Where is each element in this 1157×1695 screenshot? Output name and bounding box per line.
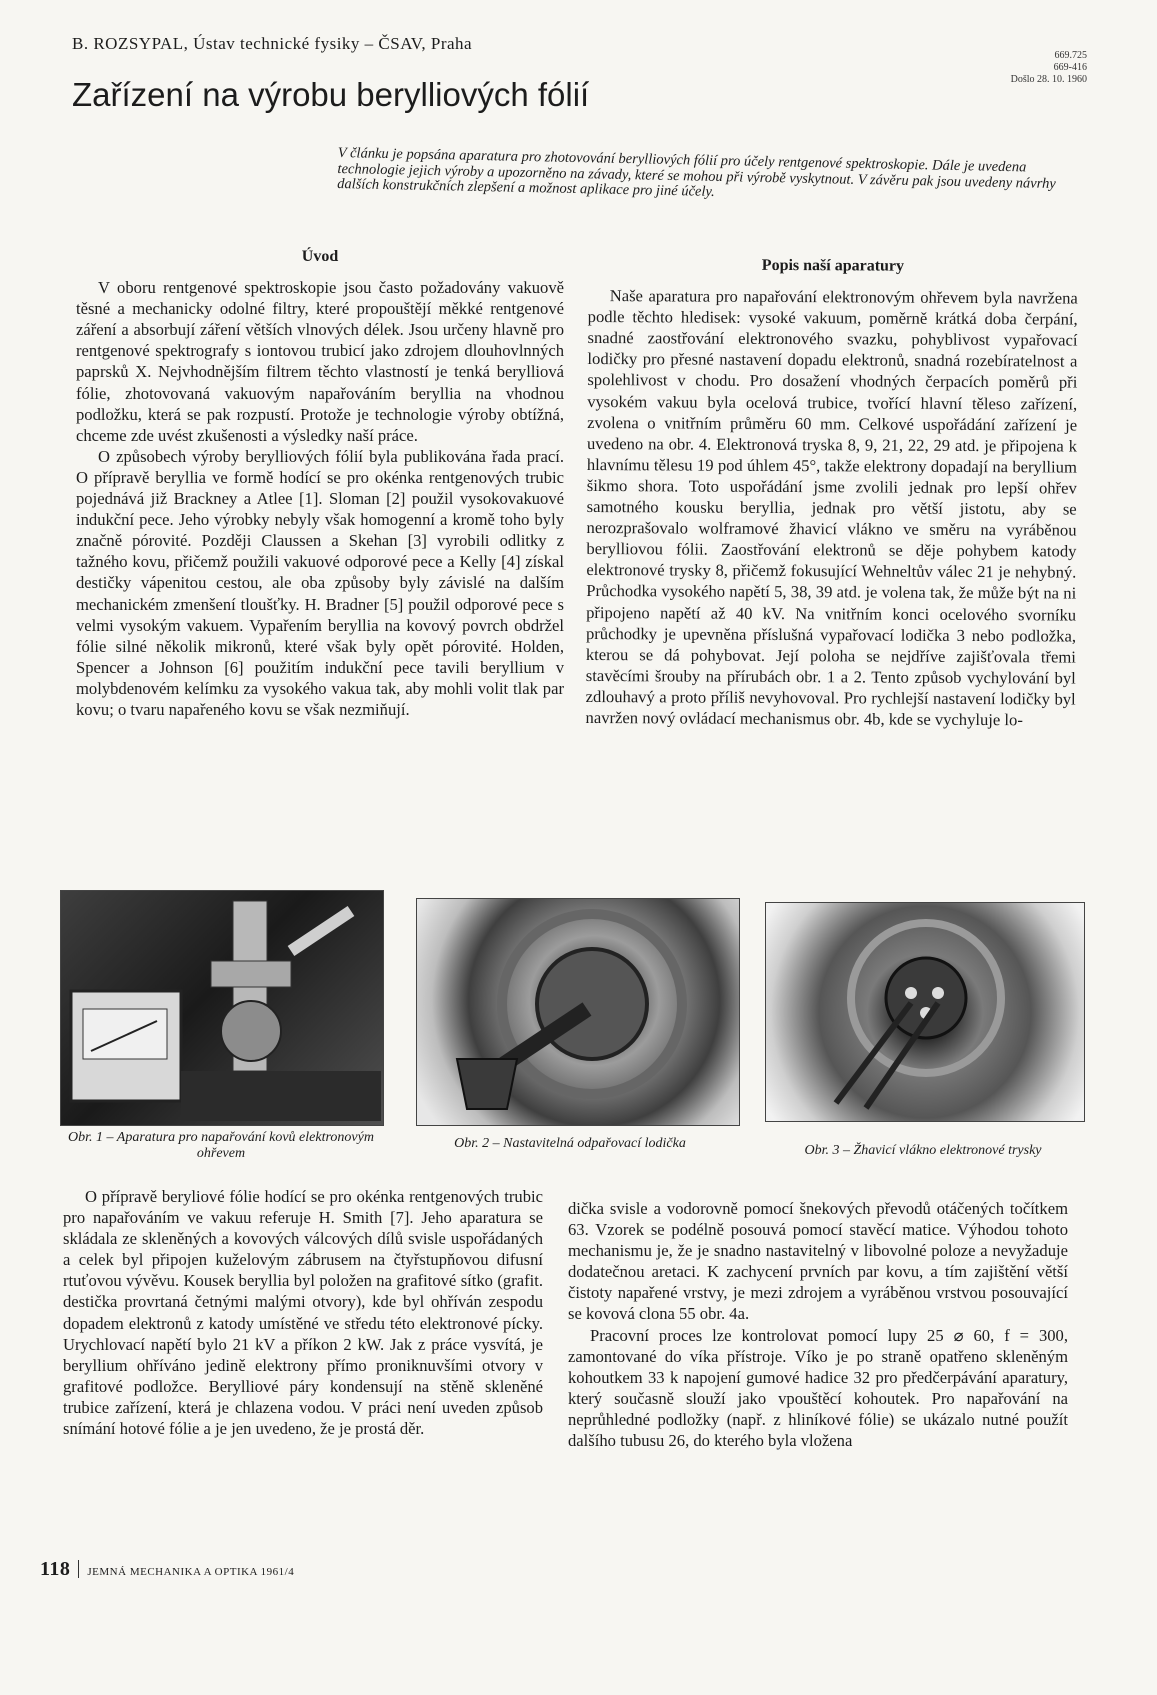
classification-meta	[1011, 50, 1087, 86]
article-title: Zařízení na výrobu berylliových fólií	[72, 76, 590, 113]
udc-code-1: 669.725	[1054, 50, 1087, 61]
paragraph: Pracovní proces lze kontrolovat pomocí lupy 25 ⌀ 60, f = 300, zamontované do víka přístroje. Víko je po straně opatřeno skleněným kohoutkem 33 k napojení gumové hadice 32 pro předčerpávání aparatury, který současně slouží jako vpouštěcí kohoutek. Pro napařování na neprůhledné podložky (např. z hliníkové fólie) se ukázalo nutné použít dalšího tubusu 26, do kterého byla vložena	[568, 1325, 1068, 1451]
figure-2-photo	[416, 898, 740, 1126]
abstract-text: V článku je popsána aparatura pro zhotovování berylliových fólií pro účely rentgenové spektroskopie. Dále je uvedena technologie jejich výroby a upozorněno na závady, které se mohou při výrobě vyskytnout. V závěru pak jsou uvedeny návrhy dalších konstrukčních zlepšení a možnost aplikace pro jiné účely.	[337, 145, 1056, 200]
figure-3-caption: Obr. 3 – Žhavicí vlákno elektronové trysky	[804, 1143, 1042, 1158]
page-number: 118	[40, 1558, 71, 1580]
footer-divider	[78, 1560, 79, 1578]
journal-name: JEMNÁ MECHANIKA A OPTIKA 1961/4	[87, 1566, 295, 1578]
column-apparatus	[586, 254, 1078, 731]
section-heading-apparatus: Popis naší aparatury	[761, 256, 905, 275]
paragraph: O přípravě beryliové fólie hodící se pro okénka rentgenových trubic pro napařováním ve vakuu referuje H. Smith [7]. Jeho aparatura se skládala ze skleněných a kovových válcových dílů svisle uspořádaných a celek byl připojen kuželovým zábrusem na čtyřstupňovou difusní rtuťovou vývěvu. Kousek beryllia byl položen na grafitové sítko (grafit. destička provrtaná četnými malými otvory), kde byl ohříván zespodu dopadem elektronů z katody umístěné ve středu této elektronové pícky. Urychlovací napětí bylo 21 kV a příkon 2 kW. Jak z práce vysvítá, je beryllium ohříváno jedině elektrony přímo proniknuvšími otvory v grafitové podložce. Berylliové páry kondensují na stěně skleněné trubice zařízení, která je chlazena vodou. V práci není uveden způsob snímání hotové fólie a je jen uvedeno, že je prostá děr.	[63, 1187, 543, 1439]
paragraph: Naše aparatura pro napařování elektronovým ohřevem byla navržena podle těchto hledisek: vysoké vakuum, poměrně krátká doba čerpání, snadné zaostřování elektronového svazku, pohyblivost vypařovací lodičky pro přesné nastavení dopadu elektronů, snadná rozebíratelnost a spolehlivost v chodu. Pro dosažení vhodných čerpacích poměrů při vysokém vakuu byla ocelová trubice, tvořící hlavní těleso zařízení, zvolena o vnitřním průměru 60 mm. Celkové uspořádání zařízení je uvedeno na obr. 4. Elektronová tryska 8, 9, 21, 22, 29 atd. je připojena k hlavnímu tělesu 19 pod úhlem 45°, takže elektrony dopadají na beryllium šikmo shora. Toto uspořádání jsme zvolili jednak pro lepší ohřev samotného kousku beryllia, jednak pro větší jistotu, aby se nerozprašovalo wolframové žhavicí vlákno ve směru na vyráběnou berylliovou fólii. Zaostřování elektronů se děje pohybem katody elektronové trysky 8, přičemž fokusující Wehneltův válec 21 je nehybný. Průchodka vysokého napětí 5, 38, 39 atd. je volena tak, že může být na ni připojeno napětí až 40 kV. Na vnitřním konci ocelového svorníku průchodky je upevněna příslušná vypařovací lodička 3 nebo podložka, kterou se dá pohybovat. Její poloha se nejdříve zajišťovala třemi stavěcími šrouby na přírubách obr. 1 a 2. Tento způsob vychylování byl zdlouhavý a proto příliš nevyhovoval. Pro rychlejší nastavení lodičky byl navržen nový ovládací mechanismus obr. 4b, kde se vychyluje lo-	[585, 286, 1078, 730]
figure-1-caption: Obr. 1 – Aparatura pro napařování kovů elektronovým ohřevem	[68, 1130, 374, 1161]
figure-1-photo	[60, 890, 384, 1126]
paragraph: dička svisle a vodorovně pomocí šnekových převodů otáčených točítkem 63. Vzorek se podélně posouvá pomocí stavěcí matice. Výhodou tohoto mechanismu je, že je snadno nastavitelný v libovolné poloze a nevyžaduje dodatečnou aretaci. K zachycení prvních par kovu, a tím zajištění větší čistoty napařené vrstvy, je mezi zdrojem a vyráběnou vrstvou posouvající se kovová clona 55 obr. 4a.	[568, 1199, 1068, 1324]
column-smith	[63, 1186, 543, 1439]
paragraph: O způsobech výroby berylliových fólií byla publikována řada prací. O přípravě beryllia ve formě hodící se pro okénka rentgenových trubic pojednává již Brackney a Atlee [1]. Sloman [2] použil vysokovakuové indukční pece. Jeho výrobky nebyly však homogenní a kromě toho byly značně pórovité. Později Claussen a Skehan [3] vyrobili odlitky z tažného kovu, přičemž použili vakuové odporové pece a Kelly [4] získal destičky vápenitou cestou, ale oba způsoby byly závislé na dalším mechanickém zmenšení tloušťky. H. Bradner [5] použil odporové pece s velmi vysokým vakuem. Vypařením beryllia na kovový povrch obdržel fólie silné několik mikronů, které však byly opět pórovité. Holden, Spencer a Johnson [6] použitím indukční pece tavili beryllium v molybdenovém kelímku za vysokého vakua tak, aby mohli volit tlak par kovu; o tvaru napařeného kovu se však nezmiňují.	[76, 446, 564, 719]
figure-3-photo	[765, 902, 1085, 1122]
received-date: Došlo 28. 10. 1960	[1010, 74, 1087, 85]
section-heading-intro: Úvod	[301, 248, 339, 265]
column-intro	[76, 246, 564, 720]
abstract	[337, 146, 1086, 208]
column-continuation	[568, 1198, 1068, 1451]
figure-2-caption: Obr. 2 – Nastavitelná odpařovací lodička	[454, 1136, 686, 1151]
author-line: B. ROZSYPAL, Ústav technické fysiky – ČSAV, Praha	[72, 34, 473, 53]
paragraph: V oboru rentgenové spektroskopie jsou často požadovány vakuově těsné a mechanicky odolné filtry, které propouštějí měkké rentgenové záření a absorbují záření větších vlnových délek. Jsou určeny hlavně pro rentgenové spektrografy s iontovou trubicí jako zdrojem dlouhovlnných paprsků X. Nejvhodnějším filtrem těchto vlastností je tenká berylliová fólie, zhotovovaná vakuovým napařováním beryllia na vhodnou podložku, která se pak rozpustí. Protože je technologie výroby obtížná, chceme zde uvést zkušenosti a výsledky naší práce.	[76, 278, 564, 445]
udc-code-2: 669-416	[1053, 62, 1087, 73]
page-footer	[40, 1558, 294, 1581]
